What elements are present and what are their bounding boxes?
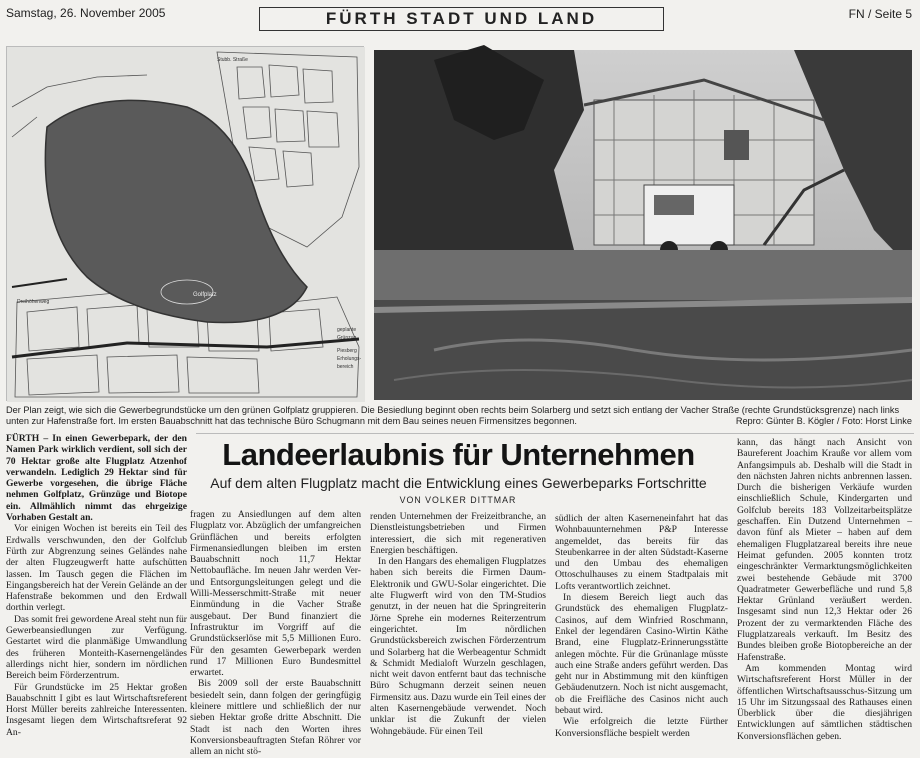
paragraph: In den Hangars des ehemaligen Flugplatzes haben sich bereits die Firmen Daum-Elektronik und GWU-Solar eingerichtet. Die alte Flugwerft wird von den TM-Studios genutzt, in der neuen hat die Springreiterin Jörne Sprehe ein modernes Reiterzentrum eingerichtet. Im nördlichen Grundstücksbereich zwischen Förderzentrum und Solarberg hat die Werbeagentur Schmidt & Schmidt Medialoft Wurzeln geschlagen, nicht weit davon entfernt baut das technische Büro Schugmann derzeit seinen neuen Firmensitz aus. Dazu wurde ein Teil eines der alten Kasernengebäude verwendet. Noch unklar ist die Zukunft der vielen Wohngebäude. Für einen Teil xyxy=(370,556,546,737)
photo-caption xyxy=(6,405,912,427)
paragraph: kann, das hängt nach Ansicht von Baureferent Joachim Krauße vor allem vom Anfangsimpuls ab. Deshalb will die Stadt in den nächsten Jahren nichts anbrennen lassen. Durch die bisherigen Verkäufe wurden einschließlich Schule, Kindergarten und Golfclub bereits 183 Vollzeitarbeitsplätze geschaffen. Ein Dutzend Unternehmen – davon fünf als Mieter – haben auf dem ehemaligen Flugplatzareal bereits ihre neue Heimat gefunden. 2005 konnten trotz eingeschränkter Vermarktungsmöglichkeiten zwei bestehende Gebäude mit 3700 Quadratmeter Gewerbefläche und rund 5,8 Hektar Grünland veräußert werden. Insgesamt sind nun 12,3 Hektar oder 26 Prozent der zu vermarktenden Fläche des Flugplatzareals verkauft. Im Besitz des Bundes bleiben große Biotopbereiche an der Hafenstraße. xyxy=(737,437,912,663)
map-label-right-2: Grünzug xyxy=(337,335,357,341)
paragraph: In diesem Bereich liegt auch das Grundstück des ehemaligen Flugplatz-Casinos, auf dem Winfried Roschmann, Enkel der legendären Casino-Wirtin Käthe Brand, eine Flugplatz-Erinnerungsstätte anlegen möchte. Für die Grünanlage müsste auch eine Straße anders geführt werden. Das geht nur in Abstimmung mit den künftigen Gebäudenutzern. Noch ist nicht ausgemacht, ob die Freifläche des Casinos nicht auch bebaut wird. xyxy=(555,592,728,717)
map-label-right-1: geplante xyxy=(337,327,357,333)
issue-date: Samstag, 26. November 2005 xyxy=(6,6,166,20)
article-headline: Landeerlaubnis für Unternehmen xyxy=(222,437,695,472)
paragraph: Bis 2009 soll der erste Bauabschnitt besiedelt sein, dann folgen der geringfügig kleinere mittlere und schließlich der nur sieben Hektar große dritte Abschnitt. Die Stadt ist nach den Worten ihres Konversionsbeauftragten Stefan Röhrer vor allem an nicht stö- xyxy=(190,678,361,758)
paragraph: Vor einigen Wochen ist bereits ein Teil des Erdwalls verschwunden, den der Golfclub Fürth zur Abgrenzung seines Geländes nahe der alten Flugzeugwerft hatte aufschütten lassen. Im Tausch gegen die Flächen im Eingangsbereich hat der Verein Gelände an der Hafenstraße bekommen und den Erdwall dorthin verlegt. xyxy=(6,523,187,614)
article-column-1 xyxy=(6,433,187,738)
map-label-right-3: Piesberg xyxy=(337,348,357,354)
paragraph: Am kommenden Montag wird Wirtschaftsreferent Horst Müller in der öffentlichen Wirtschaftsausschus-Sitzung um 15 Uhr im Sitzungssaal des Rathauses einen Überblick über die diesjährigen Entwicklungen auf sämtlichen städtischen Konversionsflächen geben. xyxy=(737,662,912,742)
map-label-right-4: Erholungs- xyxy=(337,356,362,362)
caption-text: Der Plan zeigt, wie sich die Gewerbegrundstücke um den grünen Golfplatz gruppieren. Die Besiedlung beginnt oben rechts beim Solarberg und setzt sich entlang der Vacher Straße (rechte Grundstücksgrenze) nach links unten zur Hafenstraße fort. Im ersten Bauabschnitt hat das technische Büro Schugmann mit dem Bau seines neuen Firmensitzes begonnen. xyxy=(6,405,900,426)
construction-photo xyxy=(374,50,912,400)
article-column-4 xyxy=(555,513,728,739)
map-label-top: Stubb. Straße xyxy=(217,57,248,63)
paragraph: renden Unternehmen der Freizeitbranche, an Dienstleistungsbetrieben und Firmen interessiert, die sich mit regenerativen Energien beschäftigen. xyxy=(370,511,546,556)
map-label-street: Dreihöhenweg xyxy=(17,299,50,305)
page-number: FN / Seite 5 xyxy=(848,7,912,21)
paragraph: Das somit frei gewordene Areal steht nun für Gewerbeansiedlungen zur Verfügung. Gestartet wird die planmäßige Umwandlung des früheren Monteith-Kasernengeländes allerdings nicht hier, sondern im nördlichen Bereich beim Förderzentrum. xyxy=(6,613,187,682)
paragraph: südlich der alten Kaserneneinfahrt hat das Wohnbauunternehmen P&P Interesse angemeldet, das bereits für das Steubenkarree in der alten Südstadt-Kaserne und den Umbau des ehemaligen Ottoschulhauses zu einem Stadtpalais mit Lofts verantwortlich zeichnet. xyxy=(555,513,728,592)
article-column-5 xyxy=(737,437,912,742)
paragraph: fragen zu Ansiedlungen auf dem alten Flugplatz vor. Abzüglich der umfangreichen Grünflächen und bereits erfolgten Firmenansiedlungen bleiben im ersten Bauabschnitt noch 11,7 Hektar Nettobaufläche. Im neuen Jahr werden Ver- und Entsorgungsleitungen gelegt und die Willi-Messerschmitt-Straße mit neuer Einmündung in die Vacher Straße ausgebaut. Der Bund finanziert die Infrastruktur im Vorgriff auf die Grundstückserlöse mit 5,5 Millionen Euro. Für den gesamten Gewerbepark werden rund 17 Millionen Euro Bundesmittel erwartet. xyxy=(190,509,361,679)
map-label-right-5: bereich xyxy=(337,364,354,370)
article-column-3 xyxy=(370,511,546,737)
photo-credit: Repro: Günter B. Kögler / Foto: Horst Linke xyxy=(735,416,912,426)
lead-paragraph: FÜRTH – In einen Gewerbepark, der den Namen Park wirklich verdient, soll sich der 70 Hektar große alte Flugplatz Atzenhof verwandeln. Lediglich 29 Hektar sind für Gewerbe vorgesehen, die übrige Fläche nehmen Golfplatz, Grünzüge und Biotope ein. Allmählich nimmt das ehrgeizige Vorhaben Gestalt an. xyxy=(6,433,187,524)
paragraph: Für Grundstücke im 25 Hektar großen Bauabschnitt I gibt es laut Wirtschaftsreferent Horst Müller bereits zahlreiche Interessenten. Insgesamt liegen dem Wirtschaftsreferat 92 An- xyxy=(6,681,187,738)
section-title: FÜRTH STADT UND LAND xyxy=(259,7,664,31)
map-label-golfplatz: Golfplatz xyxy=(193,292,217,298)
site-plan-map xyxy=(6,46,364,401)
article-column-2 xyxy=(190,509,361,758)
article-subheadline: Auf dem alten Flugplatz macht die Entwicklung eines Gewerbeparks Fortschritte xyxy=(210,475,707,491)
article-byline: VON VOLKER DITTMAR xyxy=(399,495,517,505)
paragraph: Wie erfolgreich die letzte Fürther Konversionsfläche bespielt werden xyxy=(555,716,728,739)
headline-rule xyxy=(196,433,914,434)
